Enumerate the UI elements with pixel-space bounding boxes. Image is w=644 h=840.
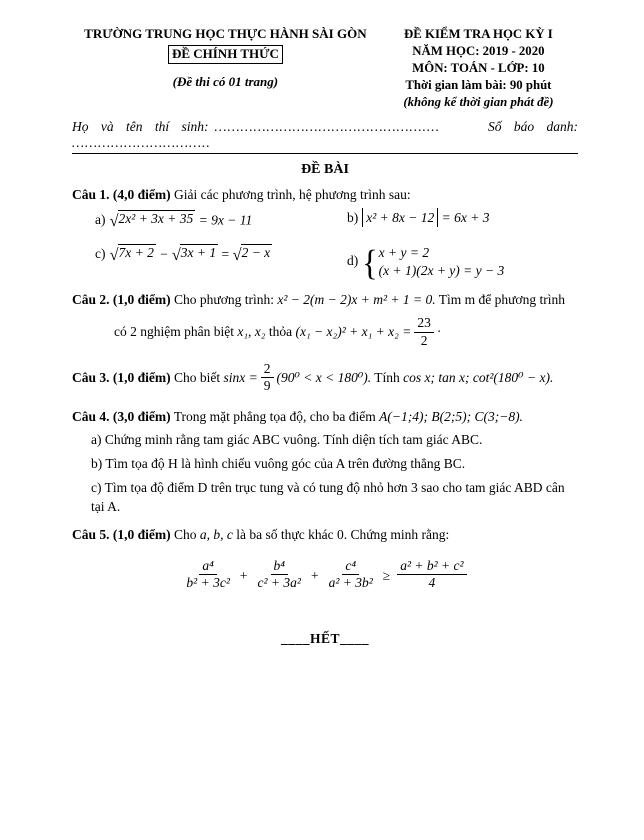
question-4-part-c-continued: tại A. (91, 499, 121, 515)
question-5-lead: Cho (174, 527, 197, 543)
exam-duration: Thời gian làm bài: 90 phút (405, 77, 552, 92)
fraction-1 (183, 558, 232, 591)
official-exam-stamp: ĐỀ CHÍNH THỨC (168, 45, 283, 64)
student-id-dotted-line: ………………………….. (72, 135, 211, 151)
question-2 (72, 292, 578, 349)
fraction-2 (255, 558, 304, 591)
question-1-label: Câu 1. (72, 186, 110, 202)
fraction-numerator: b⁴ (271, 558, 288, 575)
question-2-equation: x² − 2(m − 2)x + m² + 1 = 0. (277, 292, 436, 308)
question-1-points: (4,0 điểm) (112, 186, 171, 202)
fraction-numerator: a² + b² + c² (397, 558, 466, 575)
sqrt-expression (171, 244, 218, 265)
sentence-end-dot: · (436, 324, 442, 340)
system-line-1: x + y = 2 (378, 245, 430, 260)
sqrt-expression (109, 210, 196, 230)
school-name: TRƯỜNG TRUNG HỌC THỰC HÀNH SÀI GÒN (84, 26, 367, 41)
question-5-points: (1,0 điểm) (112, 527, 171, 543)
question-4-label: Câu 4. (72, 409, 110, 425)
equation-rhs: = 6x + 3 (441, 209, 490, 225)
question-1-part-a (95, 210, 347, 228)
radicand: 3x + 1 (180, 245, 217, 260)
sqrt-sign: √ (109, 211, 119, 230)
fraction-denominator: a² + 3b² (328, 575, 373, 591)
question-2-condition (72, 316, 578, 349)
question-5-head (72, 527, 578, 543)
question-5-tail: là ba số thực khác 0. Chứng minh rằng: (236, 527, 450, 543)
system-line-2: (x + 1)(2x + y) = y − 3 (378, 263, 505, 279)
question-2-label: Câu 2. (72, 292, 110, 308)
student-name-dotted-line: ………………………………………….... (214, 119, 441, 135)
q5-inequality (72, 559, 578, 592)
sin-expression: sinx = (223, 369, 258, 385)
condition-text: có 2 nghiệm phân biệt (114, 324, 234, 340)
part-d-label: d) (347, 253, 359, 269)
student-info-line (72, 119, 578, 135)
fraction (414, 315, 434, 348)
fraction-numerator: 2 (261, 361, 274, 378)
part-c-label: c) (95, 246, 106, 262)
student-id-label: Số báo danh: (488, 119, 578, 135)
sqrt-expression (109, 244, 156, 265)
question-4 (72, 409, 578, 515)
question-3 (72, 362, 578, 395)
fraction-numerator: c⁴ (342, 558, 359, 575)
question-1-part-d (347, 242, 578, 283)
absolute-value-expression: x² + 8x − 12 (362, 208, 438, 227)
satisfies-text: thỏa (268, 324, 293, 340)
fraction (261, 361, 274, 394)
question-4-part-b: b) Tìm tọa độ H là hình chiếu vuông góc của A trên đường thẳng BC. (91, 456, 466, 472)
question-2-points: (1,0 điểm) (112, 292, 171, 308)
compute-text: Tính (374, 369, 400, 385)
sqrt-sign: √ (232, 245, 242, 265)
fraction-denominator: 4 (428, 575, 436, 591)
fraction-numerator: 23 (414, 315, 434, 332)
angle-condition: (90⁰ < x < 180⁰). (276, 369, 372, 385)
header-divider (72, 153, 578, 154)
sqrt-sign: √ (109, 245, 119, 265)
plus-operator: + (239, 567, 248, 583)
geq-operator: ≥ (382, 567, 391, 583)
question-4-points: (3,0 điểm) (112, 409, 171, 425)
question-1 (72, 187, 578, 281)
question-3-label: Câu 3. (72, 369, 110, 385)
question-4-head (72, 409, 578, 425)
exam-header (72, 26, 578, 110)
fraction-denominator: b² + 3c² (186, 575, 230, 591)
minus-operator: − (159, 246, 169, 262)
question-3-lead: Cho biết (174, 369, 221, 385)
radicand: 2x² + 3x + 35 (118, 210, 194, 226)
system-lines (379, 244, 505, 280)
question-5-label: Câu 5. (72, 527, 110, 543)
exam-body-title: ĐỀ BÀI (301, 161, 349, 177)
compute-targets: cos x; tan x; cot²(180⁰ − x). (403, 369, 554, 385)
equals-operator: = (221, 246, 230, 262)
fraction-denominator: c² + 3a² (257, 575, 301, 591)
question-1-row-cd (72, 242, 578, 283)
fraction-denominator: 9 (263, 378, 271, 393)
question-1-head (72, 187, 578, 203)
part-b-label: b) (347, 209, 359, 225)
given-points: A(−1;4); B(2;5); C(3;−8). (379, 409, 523, 425)
end-of-exam-marker: ____HẾT____ (280, 630, 369, 646)
part-a-label: a) (95, 212, 106, 227)
equation-rhs: = 9x − 11 (198, 212, 253, 227)
variable-list: a, b, c (199, 527, 233, 543)
root-variables: x₁, x₂ (237, 324, 266, 340)
question-2-lead: Cho phương trình: (174, 292, 274, 308)
subject-grade: MÔN: TOÁN - LỚP: 10 (412, 60, 545, 75)
page-count-note: (Đề thi có 01 trang) (172, 74, 279, 89)
question-4-part-a: a) Chứng minh rằng tam giác ABC vuông. Tính diện tích tam giác ABC. (91, 432, 483, 448)
header-right-block (379, 26, 578, 110)
student-name-label: Họ và tên thí sinh: (72, 119, 209, 135)
fraction-numerator: a⁴ (199, 558, 216, 575)
radicand: 2 − x (241, 245, 271, 260)
equation-system (362, 242, 505, 283)
question-5 (72, 527, 578, 592)
plus-operator: + (310, 567, 319, 583)
fraction-3 (326, 558, 376, 591)
official-stamp-row (72, 42, 379, 64)
question-2-tail: Tìm m để phương trình (438, 292, 565, 308)
school-year: NĂM HỌC: 2019 - 2020 (412, 43, 545, 58)
sqrt-sign: √ (171, 245, 181, 265)
question-4-part-c: c) Tìm tọa độ điểm D trên trục tung và có tung độ nhỏ hơn 3 sao cho tam giác ABD cân (91, 480, 565, 496)
question-1-part-c (95, 244, 347, 280)
question-1-row-ab (72, 210, 578, 228)
question-1-part-b (347, 210, 578, 228)
duration-note: (không kể thời gian phát đề) (403, 94, 554, 109)
header-left-block (72, 26, 379, 90)
fraction-denominator: 2 (420, 332, 428, 348)
fraction-rhs (397, 558, 466, 591)
exam-title: ĐỀ KIỂM TRA HỌC KỲ I (404, 27, 553, 41)
question-1-text: Giải các phương trình, hệ phương trình sau: (174, 186, 411, 202)
system-brace: { (362, 242, 378, 283)
question-4-text: Trong mặt phẳng tọa độ, cho ba điểm (173, 409, 376, 425)
condition-expression: (x₁ − x₂)² + x₁ + x₂ = (295, 324, 412, 340)
question-3-points: (1,0 điểm) (112, 369, 171, 385)
radicand: 7x + 2 (118, 245, 154, 260)
sqrt-expression (232, 244, 273, 265)
question-2-head (72, 292, 578, 308)
